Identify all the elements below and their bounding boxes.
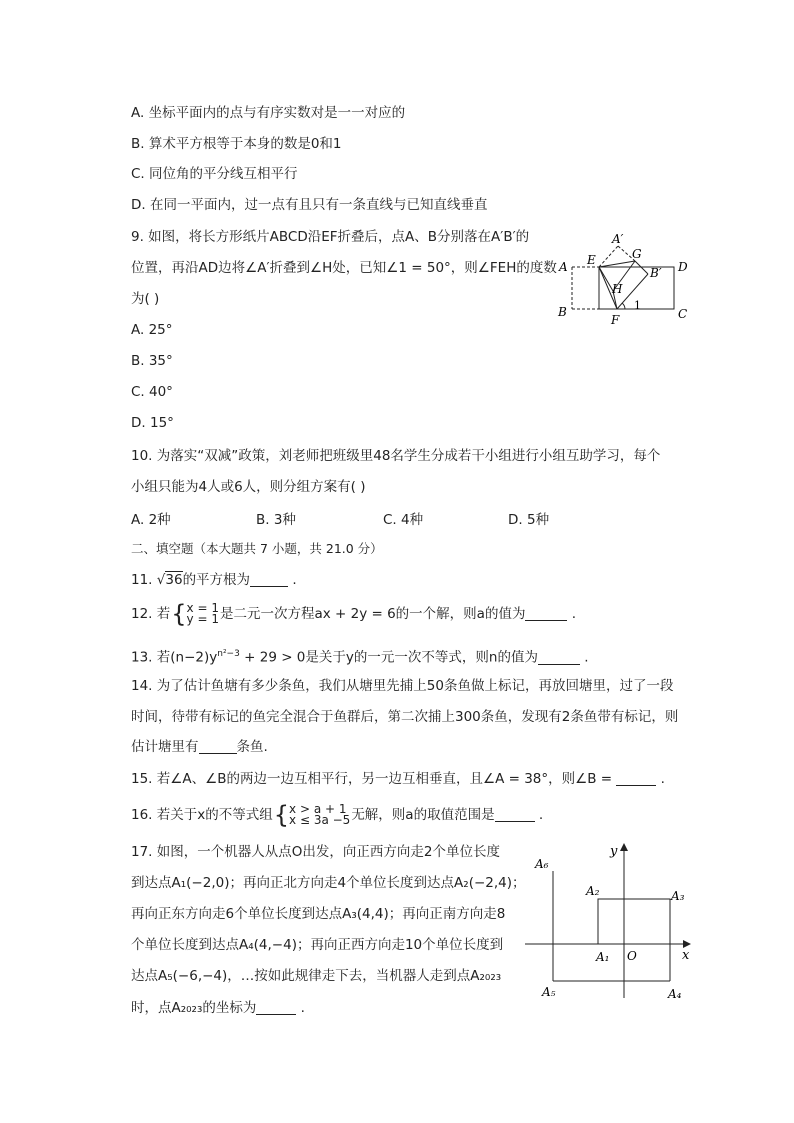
sqrt-sign: √ (156, 572, 166, 588)
q12-end: . (567, 606, 577, 622)
eh-line (599, 267, 613, 291)
q13-prefix: 13. 若(n−2)y (131, 649, 218, 666)
q10-option-b: B. 3种 (256, 512, 296, 528)
label-a6: A₆ (535, 857, 549, 871)
q15-answer-blank[interactable] (616, 771, 656, 786)
label-a-prime: A′ (612, 232, 624, 246)
q17-line1: 17. 如图，一个机器人从点O出发，向正西方向走2个单位长度 (131, 844, 500, 860)
label-f: F (611, 313, 620, 327)
label-c: C (678, 307, 688, 321)
q17-answer-blank[interactable] (256, 1000, 296, 1015)
q15-text: 15. 若∠A、∠B的两边一边互相平行，另一边互相垂直，且∠A = 38°，则∠B = (131, 771, 617, 787)
q12 (131, 600, 577, 628)
section-heading-fill-in: 二、填空题（本大题共 7 小题，共 21.0 分） (131, 541, 383, 556)
q16-text: 无解，则a的取值范围是 (351, 807, 495, 823)
q11-radicand: 36 (165, 572, 183, 588)
q14-line3-prefix: 估计塘里有 (131, 739, 199, 755)
q12-prefix: 12. 若 (131, 606, 171, 622)
q17-line3: 再向正东方向走6个单位长度到达点A₃(4,4)；再向正南方向走8 (131, 906, 506, 922)
label-a2: A₂ (586, 884, 600, 898)
q14-answer-blank[interactable] (199, 739, 237, 754)
q16-row1: x > a + 1 (289, 802, 347, 816)
q17-line2: 到达点A₁(−2,0)；再向正北方向走4个单位长度到达点A₂(−2,4)； (131, 875, 526, 891)
q17-line6-end: . (296, 1000, 305, 1016)
q13-answer-blank[interactable] (538, 650, 580, 665)
q9-option-d: D. 15° (131, 415, 174, 431)
q9-option-b: B. 35° (131, 353, 173, 369)
q14-line1: 14. 为了估计鱼塘有多少条鱼，我们从塘里先捕上50条鱼做上标记，再放回塘里，过了一段 (131, 678, 674, 694)
label-a4: A₄ (668, 987, 682, 1001)
label-1: 1 (634, 299, 641, 312)
q17-line4: 个单位长度到达点A₄(4,−4)；再向正西方向走10个单位长度到 (131, 937, 504, 953)
q10-option-c: C. 4种 (383, 512, 424, 528)
q12-system: {x = 1 y = 1 (171, 600, 219, 628)
q12-row1: x = 1 (186, 601, 219, 615)
q16-row2: x ≤ 3a −5 (289, 813, 351, 827)
q11-end: . (288, 572, 297, 588)
label-a3: A₃ (671, 889, 685, 903)
q11-answer-blank[interactable] (250, 572, 288, 587)
label-d: D (678, 260, 688, 274)
q11-text: 的平方根为 (182, 572, 251, 588)
q13-exponent: n²−3 (217, 649, 240, 659)
q17-line6 (131, 998, 305, 1018)
label-a5: A₅ (542, 985, 556, 999)
angle-1-arc (622, 303, 625, 309)
q16-system: {x > a + 1 x ≤ 3a −5 (273, 801, 351, 829)
square-a2-a3-a4-a1 (598, 899, 670, 944)
q9-stem-line2: 位置，再沿AD边将∠A′折叠到∠H处，已知∠1 = 50°，则∠FEH的度数 (131, 260, 557, 276)
q12-answer-blank[interactable] (525, 606, 567, 621)
label-b: B (558, 305, 567, 319)
q16-end: . (534, 807, 544, 823)
q11 (131, 570, 297, 590)
q9-option-c: C. 40° (131, 384, 173, 400)
q15-end: . (656, 771, 665, 787)
q13 (131, 644, 589, 668)
q12-row2: y = 1 (186, 612, 219, 626)
q10-stem-line1: 10. 为落实“双减”政策，刘老师把班级里48名学生分成若干小组进行小组互助学习，每个 (131, 448, 661, 464)
label-h: H (612, 282, 623, 296)
label-a: A (559, 260, 568, 274)
label-g: G (632, 247, 642, 261)
q14-line3-suffix: 条鱼. (236, 739, 268, 755)
q17-line6-prefix: 时，点A₂₀₂₃的坐标为 (131, 1000, 257, 1016)
label-o: O (627, 949, 637, 963)
label-x: x (682, 948, 690, 963)
label-e: E (587, 253, 596, 267)
label-b-prime: B′ (650, 266, 662, 280)
q13-text: + 29 > 0是关于y的一元一次不等式，则n的值为 (239, 649, 538, 666)
q10-stem-line2: 小组只能为4人或6人，则分组方案有( ) (131, 479, 366, 495)
q12-text: 是二元一次方程ax + 2y = 6的一个解，则a的值为 (219, 606, 526, 622)
q10-option-a: A. 2种 (131, 512, 171, 528)
q8-option-c: C. 同位角的平分线互相平行 (131, 166, 298, 182)
q11-number: 11. (131, 572, 157, 588)
label-y: y (610, 844, 618, 859)
q8-option-d: D. 在同一平面内，过一点有且只有一条直线与已知直线垂直 (131, 197, 488, 213)
q16-answer-blank[interactable] (495, 807, 535, 822)
eg-line (599, 261, 635, 267)
q16 (131, 801, 544, 829)
q9-stem-line1: 9. 如图，将长方形纸片ABCD沿EF折叠后，点A、B分别落在A′B′的 (131, 229, 530, 245)
q9-option-a: A. 25° (131, 322, 173, 338)
q14-line2: 时间，待带有标记的鱼完全混合于鱼群后，第二次捕上300条鱼，发现有2条鱼带有标记，则 (131, 709, 679, 725)
q15 (131, 769, 665, 789)
q8-option-b: B. 算术平方根等于本身的数是0和1 (131, 136, 342, 152)
q14-line3 (131, 737, 268, 757)
label-a1: A₁ (596, 950, 610, 964)
q10-option-d: D. 5种 (508, 512, 550, 528)
q9-stem-line3: 为( ) (131, 291, 160, 307)
q17-line5: 达点A₅(−6,−4)，…按如此规律走下去，当机器人走到点A₂₀₂₃ (131, 968, 502, 984)
q16-prefix: 16. 若关于x的不等式组 (131, 807, 273, 823)
q9-figure (555, 228, 700, 328)
q17-figure (520, 838, 700, 1008)
q13-end: . (579, 649, 589, 666)
q8-option-a: A. 坐标平面内的点与有序实数对是一一对应的 (131, 105, 406, 121)
